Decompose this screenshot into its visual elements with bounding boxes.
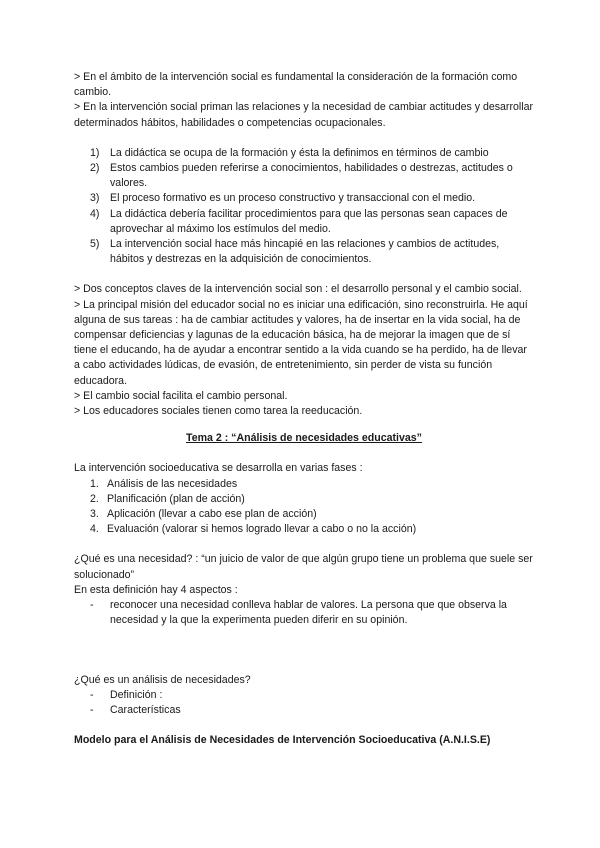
list-number: 4. xyxy=(90,523,99,536)
list-item xyxy=(90,207,534,237)
list-text: Definición : xyxy=(110,688,163,701)
list-number: 3) xyxy=(90,192,100,205)
list-number: 5) xyxy=(90,238,100,251)
list-text: Evaluación (valorar si hemos logrado llevar a cabo o no la acción) xyxy=(107,523,417,536)
list-number: 3. xyxy=(90,508,99,521)
list-text: La intervención social hace más hincapié en las relaciones y cambios de actitudes, hábitos y destrezas en la adquisición de conocimientos. xyxy=(110,238,500,266)
aspects-list xyxy=(90,598,534,628)
fases-intro: La intervención socioeducativa se desarrolla en varias fases : xyxy=(74,462,363,475)
list-text: Aplicación (llevar a cabo ese plan de acción) xyxy=(107,508,317,521)
list-text: El proceso formativo es un proceso constructivo y transaccional con el medio. xyxy=(110,192,476,205)
intro-block xyxy=(74,70,534,131)
list-text: La didáctica se ocupa de la formación y ésta la definimos en términos de cambio xyxy=(110,146,489,159)
list-text: La didáctica debería facilitar procedimientos para que las personas sean capaces de aprovechar al máximo los estímulos del medio. xyxy=(110,207,508,235)
list-item xyxy=(90,237,534,267)
list-item xyxy=(90,598,534,628)
middle-block xyxy=(74,282,534,419)
analisis-question: ¿Qué es un análisis de necesidades? xyxy=(74,673,251,686)
middle-paragraph-4: > Los educadores sociales tienen como tarea la reeducación. xyxy=(74,405,363,418)
fases-list xyxy=(90,477,534,538)
list-item xyxy=(90,688,534,703)
modelo-title: Modelo para el Análisis de Necesidades de Intervención Socioeducativa (A.N.I.S.E) xyxy=(74,734,491,747)
list-text: reconocer una necesidad conlleva hablar de valores. La persona que que observa la necesidad y la que la experimenta pueden diferir en su opinión. xyxy=(110,599,507,627)
document-page xyxy=(74,70,534,748)
analisis-list xyxy=(90,688,534,718)
list-number: 1. xyxy=(90,477,99,490)
list-text: Planificación (plan de acción) xyxy=(107,492,245,505)
list-item xyxy=(90,191,534,206)
list-item xyxy=(90,146,534,161)
list-item xyxy=(90,522,534,537)
list-dash: - xyxy=(90,688,94,701)
list-text: Análisis de las necesidades xyxy=(107,477,238,490)
section-title: Tema 2 : “Análisis de necesidades educativas” xyxy=(186,432,422,445)
list-item xyxy=(90,477,534,492)
list-item xyxy=(90,492,534,507)
list-item xyxy=(90,703,534,718)
aspects-intro: En esta definición hay 4 aspectos : xyxy=(74,583,238,596)
numbered-list xyxy=(90,146,534,268)
list-dash: - xyxy=(90,703,94,716)
intro-paragraph-2: > En la intervención social priman las relaciones y la necesidad de cambiar actitudes y desarrollar determinados hábitos, habilidades o competencias ocupacionales. xyxy=(74,101,534,129)
list-text: Características xyxy=(110,703,181,716)
middle-paragraph-2: > La principal misión del educador social no es iniciar una edificación, sino reconstruirla. He aquí alguna de sus tareas : ha de cambiar actitudes y valores, ha de insertar en la vida social, ha de compensar deficiencias y lagunas de la educación básica, ha de mejorar la imagen que de sí tiene el educando, ha de ayudar a encontrar sentido a la vida cuando se ha perdido, ha de llevar a cabo actividades lúdicas, de evasión, de entretenimiento, sin perder de vista su función educadora. xyxy=(74,298,528,387)
list-number: 2. xyxy=(90,492,99,505)
list-text: Estos cambios pueden referirse a conocimientos, habilidades o destrezas, actitudes o valores. xyxy=(110,162,513,190)
list-number: 2) xyxy=(90,162,100,175)
list-number: 1) xyxy=(90,146,100,159)
spacer xyxy=(74,629,534,673)
necesidad-question: ¿Qué es una necesidad? : “un juicio de valor de que algún grupo tiene un problema que suele ser solucionado” xyxy=(74,553,533,581)
middle-paragraph-1: > Dos conceptos claves de la intervención social son : el desarrollo personal y el cambio social. xyxy=(74,283,522,296)
list-number: 4) xyxy=(90,207,100,220)
list-item xyxy=(90,161,534,191)
list-dash: - xyxy=(90,599,94,612)
intro-paragraph-1: > En el ámbito de la intervención social es fundamental la consideración de la formación como cambio. xyxy=(74,71,518,99)
middle-paragraph-3: > El cambio social facilita el cambio personal. xyxy=(74,389,288,402)
list-item xyxy=(90,507,534,522)
